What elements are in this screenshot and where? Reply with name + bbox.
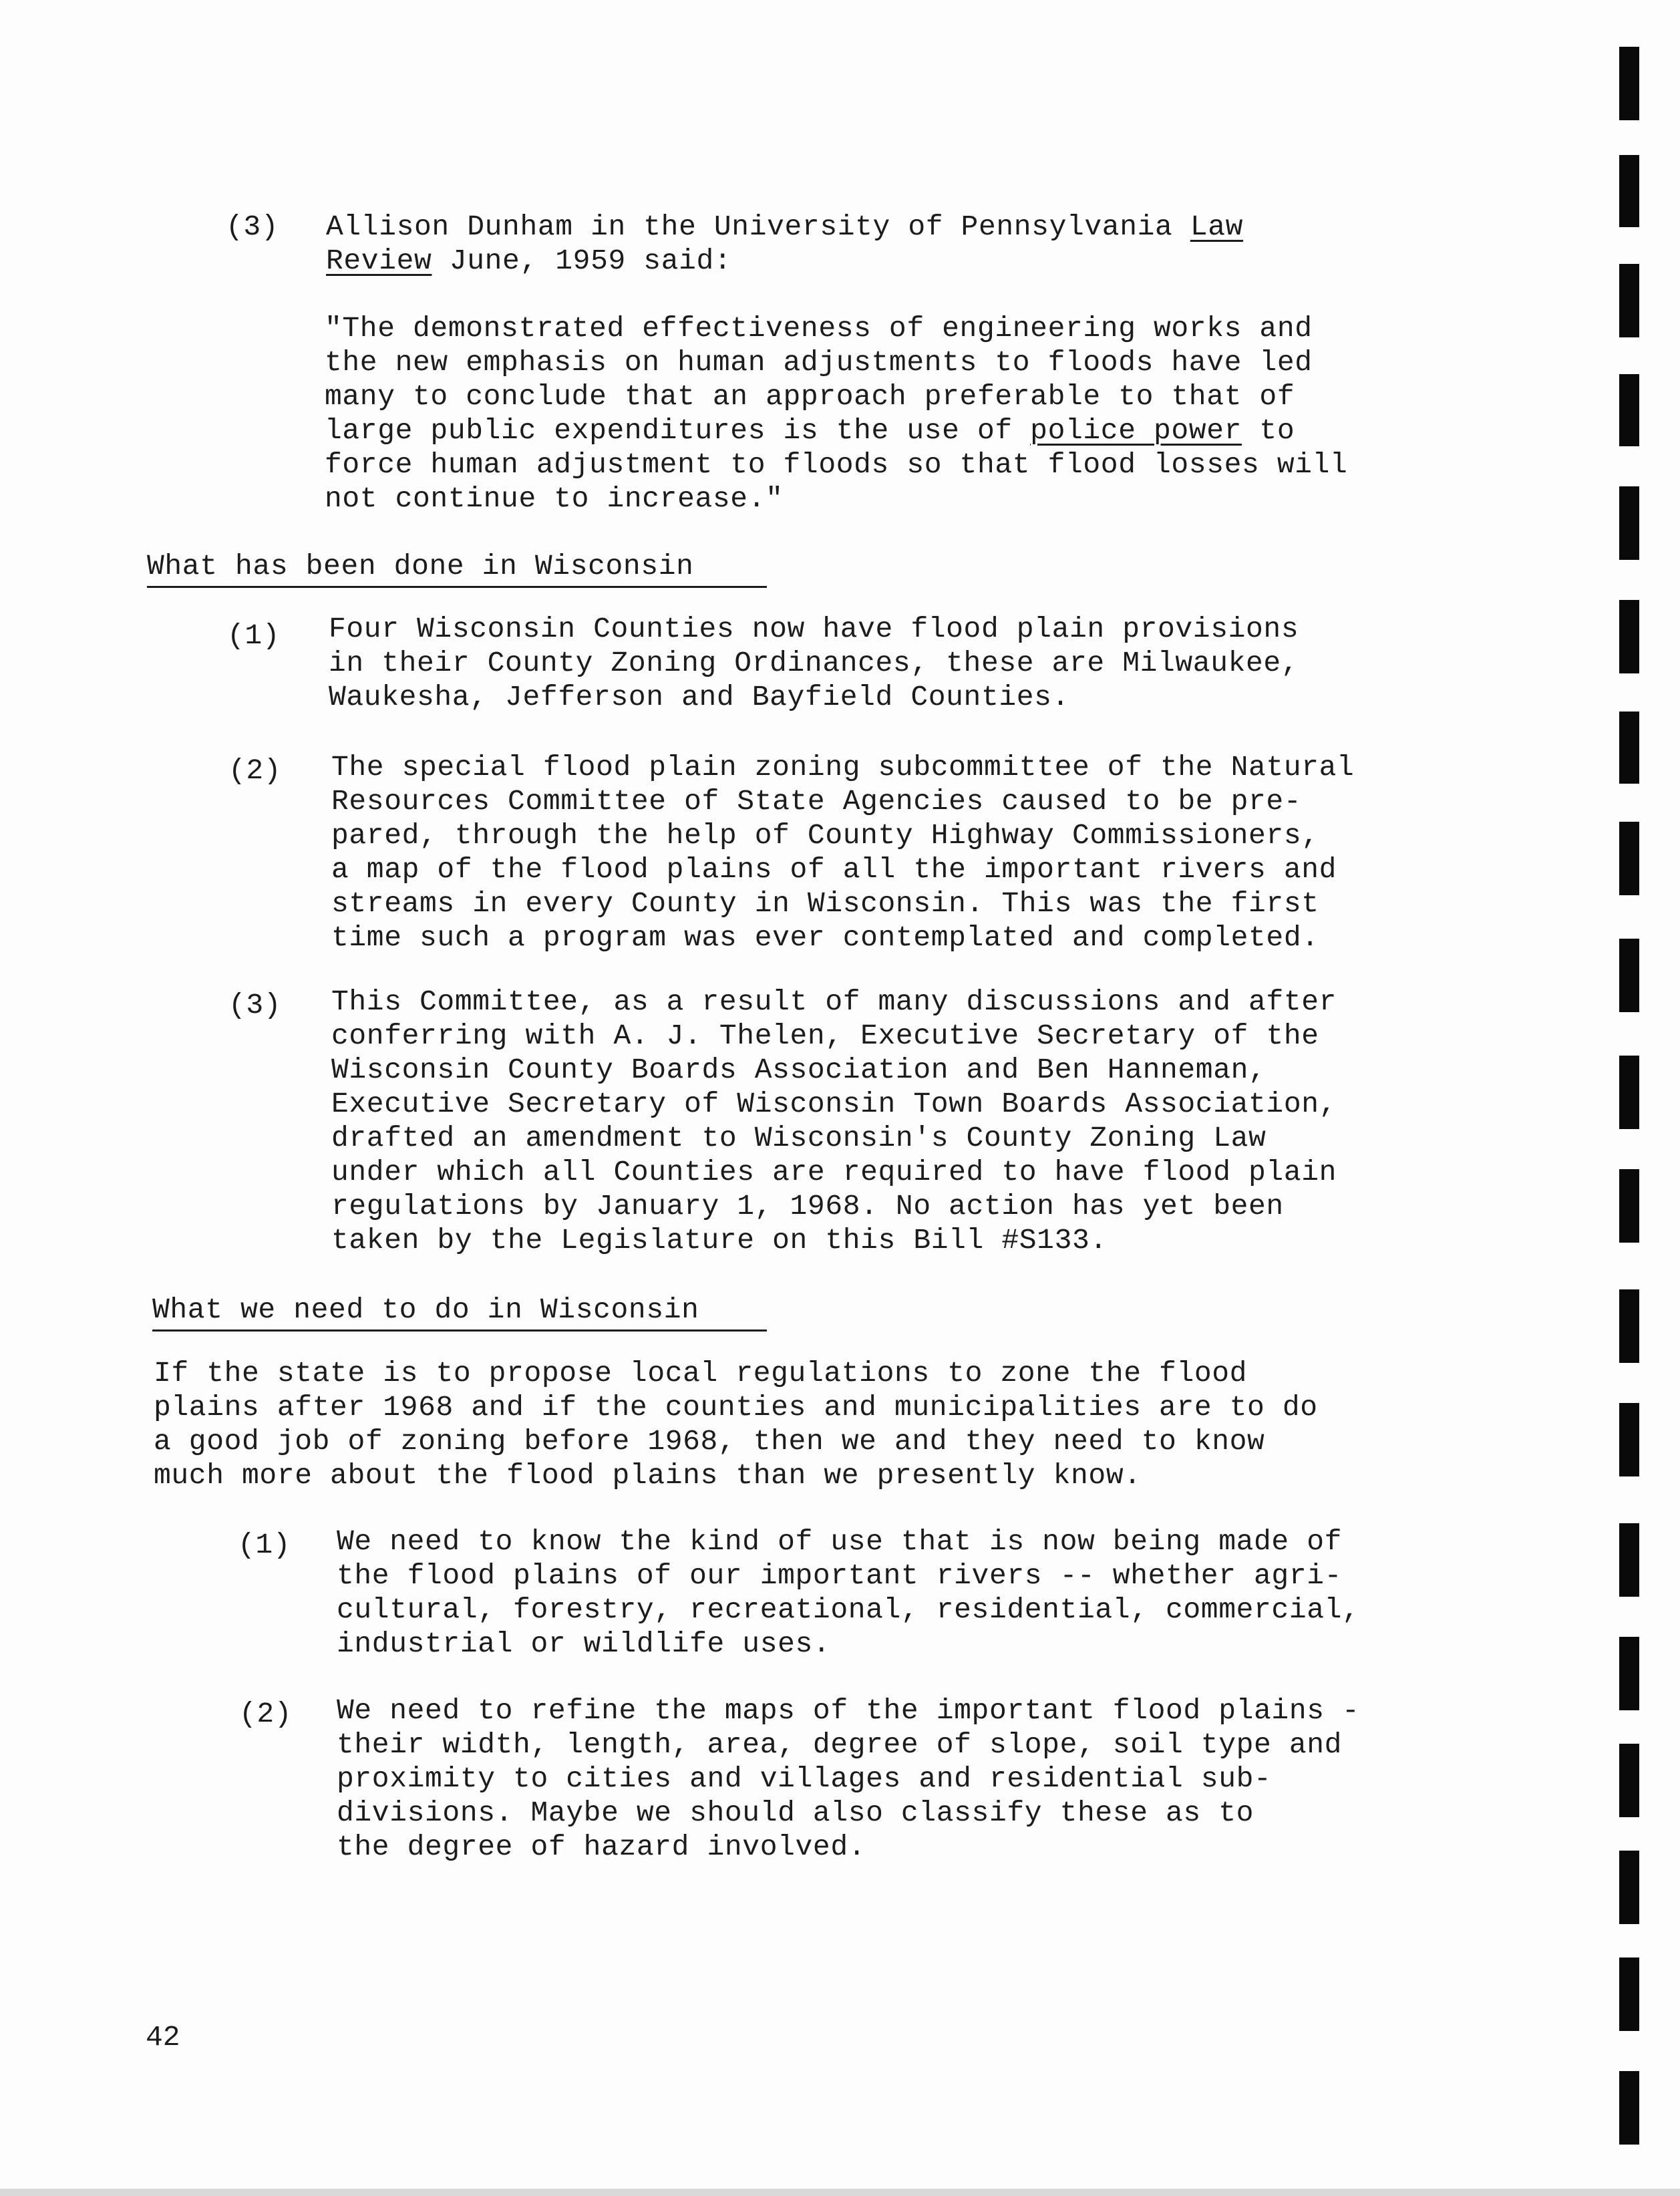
list-item-line: conferring with A. J. Thelen, Executive Secretary of the bbox=[331, 1019, 1319, 1052]
list-item-line: We need to refine the maps of the important flood plains - bbox=[337, 1694, 1360, 1727]
scan-bottom-edge bbox=[0, 2189, 1680, 2196]
quote-line: not continue to increase." bbox=[325, 482, 784, 515]
list-item-line: their width, length, area, degree of slope, soil type and bbox=[337, 1728, 1343, 1761]
list-item-line: a map of the flood plains of all the important rivers and bbox=[331, 853, 1337, 886]
list-item-line: the degree of hazard involved. bbox=[337, 1831, 866, 1863]
paragraph-line: plains after 1968 and if the counties and municipalities are to do bbox=[154, 1391, 1318, 1424]
quote-line: the new emphasis on human adjustments to floods have led bbox=[325, 346, 1313, 379]
list-item-number: (2) bbox=[228, 754, 282, 787]
timing-mark bbox=[1619, 1744, 1639, 1817]
timing-mark bbox=[1619, 1523, 1639, 1597]
list-item-number: (1) bbox=[238, 1529, 291, 1561]
timing-mark bbox=[1619, 822, 1639, 895]
section-heading: What has been done in Wisconsin bbox=[147, 550, 694, 583]
timing-mark bbox=[1619, 1289, 1639, 1363]
timing-mark bbox=[1619, 155, 1639, 227]
list-item-line: streams in every County in Wisconsin. This was the first bbox=[331, 887, 1319, 920]
timing-mark bbox=[1619, 47, 1639, 120]
list-item-line: drafted an amendment to Wisconsin's County Zoning Law bbox=[331, 1122, 1267, 1154]
page-number: 42 bbox=[146, 2021, 180, 2054]
list-item-line: regulations by January 1, 1968. No action has yet been bbox=[331, 1190, 1284, 1223]
underlined-text: police power bbox=[1030, 414, 1242, 447]
list-item-line: the flood plains of our important rivers -- whether agri- bbox=[337, 1559, 1343, 1592]
paragraph-line: a good job of zoning before 1968, then we and they need to know bbox=[154, 1425, 1265, 1458]
list-item-number: (2) bbox=[239, 1698, 293, 1730]
timing-mark bbox=[1619, 939, 1639, 1012]
heading-underline bbox=[152, 1329, 767, 1331]
timing-mark bbox=[1619, 1851, 1639, 1924]
timing-mark bbox=[1619, 1957, 1639, 2031]
timing-mark bbox=[1619, 1637, 1639, 1710]
list-item-line: taken by the Legislature on this Bill #S133. bbox=[331, 1224, 1108, 1257]
underlined-text: Review bbox=[326, 245, 432, 277]
list-item-line: Resources Committee of State Agencies caused to be pre- bbox=[331, 785, 1302, 818]
list-item-line: The special flood plain zoning subcommittee of the Natural bbox=[331, 751, 1355, 784]
list-item-line: time such a program was ever contemplated and completed. bbox=[331, 921, 1319, 954]
list-item-line: cultural, forestry, recreational, residential, commercial, bbox=[337, 1593, 1360, 1626]
list-item-line: Waukesha, Jefferson and Bayfield Counties. bbox=[329, 681, 1069, 714]
list-item-line: divisions. Maybe we should also classify these as to bbox=[337, 1796, 1254, 1829]
list-item-line: This Committee, as a result of many discussions and after bbox=[331, 985, 1337, 1018]
list-item-line: pared, through the help of County Highway Commissioners, bbox=[331, 819, 1319, 852]
list-item-line: Executive Secretary of Wisconsin Town Boards Association, bbox=[331, 1088, 1337, 1120]
timing-mark bbox=[1619, 1056, 1639, 1129]
timing-mark bbox=[1619, 264, 1639, 337]
timing-mark bbox=[1619, 1169, 1639, 1243]
heading-underline bbox=[147, 586, 767, 588]
list-item-number: (1) bbox=[227, 619, 281, 652]
paragraph-line: much more about the flood plains than we presently know. bbox=[154, 1459, 1142, 1492]
list-item-line: industrial or wildlife uses. bbox=[337, 1627, 831, 1660]
scan-timing-marks bbox=[1619, 0, 1646, 2196]
timing-mark bbox=[1619, 712, 1639, 784]
quote-intro-line: Allison Dunham in the University of Pennsylvania Law bbox=[326, 210, 1244, 243]
timing-mark bbox=[1619, 486, 1639, 560]
paragraph-line: If the state is to propose local regulations to zone the flood bbox=[154, 1357, 1248, 1390]
underlined-text: Law bbox=[1190, 210, 1244, 243]
quote-intro-line: Review June, 1959 said: bbox=[326, 245, 732, 277]
list-item-line: under which all Counties are required to have flood plain bbox=[331, 1156, 1337, 1189]
list-item-number: (3) bbox=[228, 989, 282, 1022]
quote-item-number: (3) bbox=[226, 210, 279, 243]
list-item-line: Wisconsin County Boards Association and Ben Hanneman, bbox=[331, 1054, 1267, 1086]
list-item-line: in their County Zoning Ordinances, these are Milwaukee, bbox=[329, 647, 1299, 679]
list-item-line: proximity to cities and villages and residential sub- bbox=[337, 1762, 1272, 1795]
timing-mark bbox=[1619, 374, 1639, 446]
section-heading: What we need to do in Wisconsin bbox=[152, 1293, 699, 1326]
list-item-line: Four Wisconsin Counties now have flood plain provisions bbox=[329, 613, 1299, 645]
quote-line: "The demonstrated effectiveness of engineering works and bbox=[325, 312, 1313, 345]
timing-mark bbox=[1619, 1403, 1639, 1476]
timing-mark bbox=[1619, 600, 1639, 673]
timing-mark bbox=[1619, 2071, 1639, 2145]
list-item-line: We need to know the kind of use that is now being made of bbox=[337, 1525, 1343, 1558]
quote-line: force human adjustment to floods so that flood losses will bbox=[325, 448, 1348, 481]
quote-line: many to conclude that an approach preferable to that of bbox=[325, 380, 1295, 413]
quote-line: large public expenditures is the use of police power to bbox=[325, 414, 1295, 447]
